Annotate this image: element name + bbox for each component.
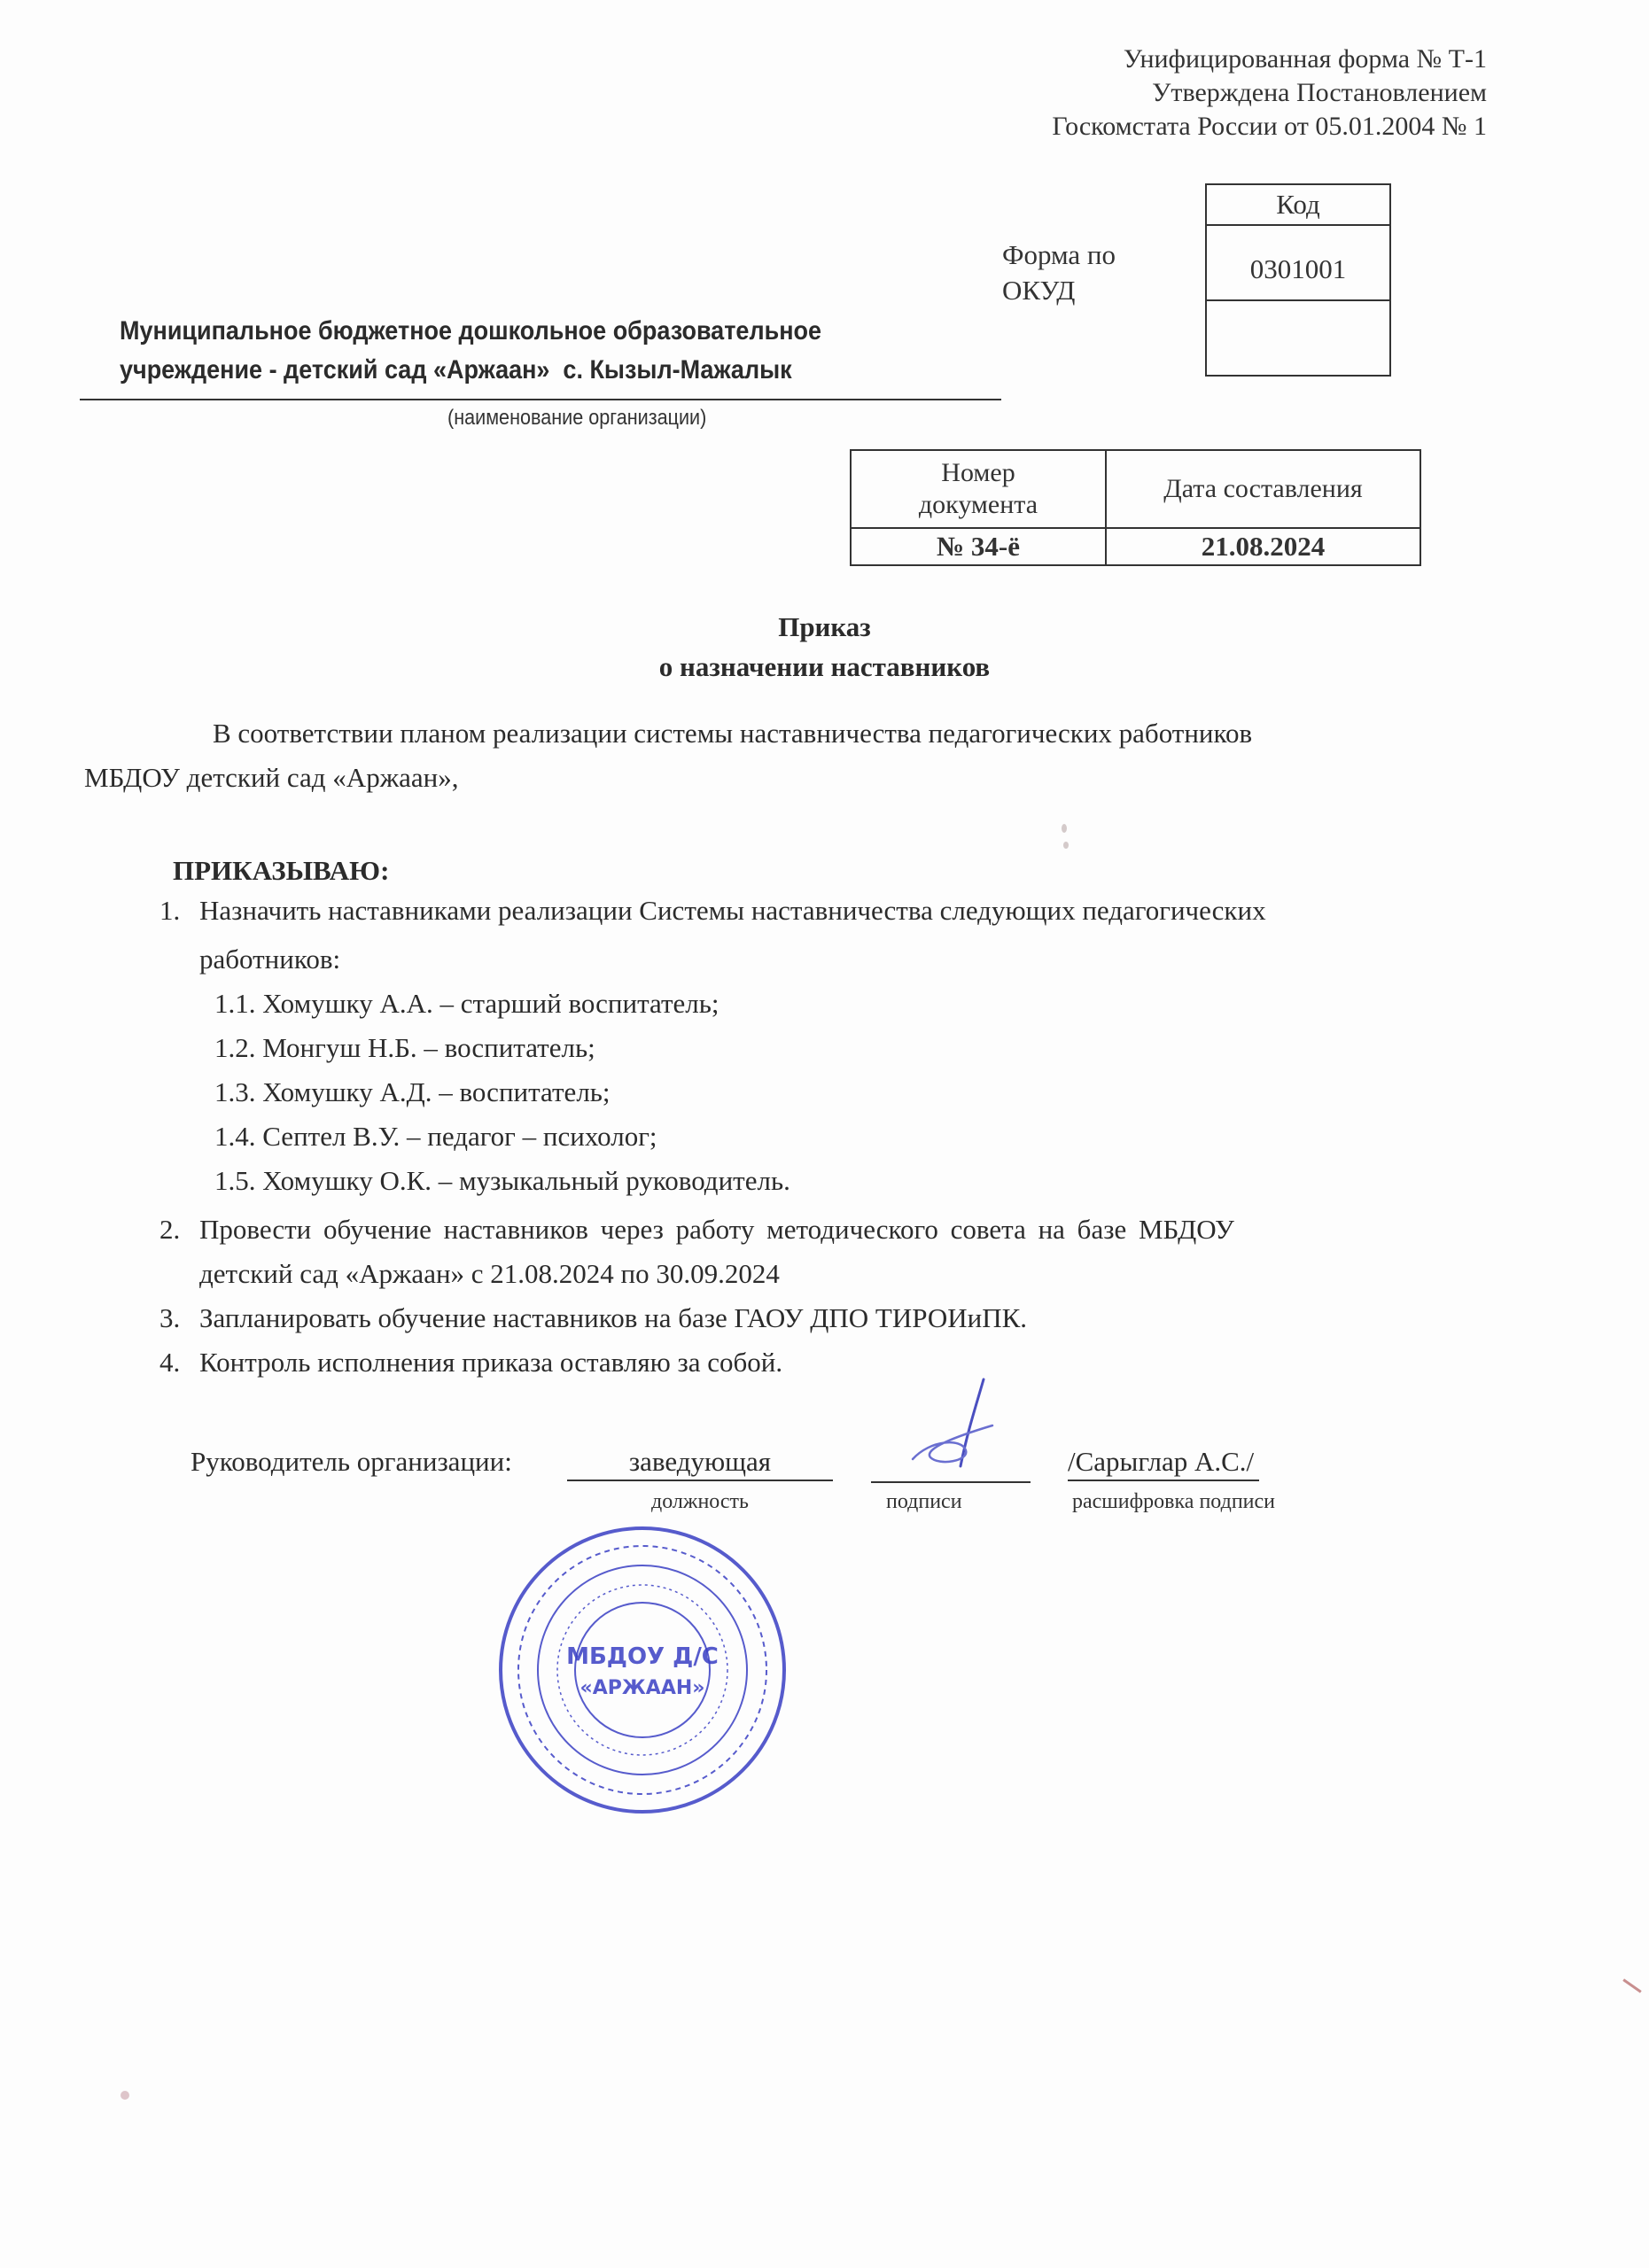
code-value: 0301001: [1207, 226, 1389, 301]
okud-label: [1002, 237, 1116, 308]
order-item-number: 3.: [159, 1302, 181, 1333]
doc-number-header-line1: Номер: [941, 458, 1015, 487]
stamp-rings: [501, 1528, 784, 1812]
subitem: 1.2. Монгуш Н.Б. – воспитатель;: [214, 1032, 595, 1063]
signature-name-caption: расшифровка подписи: [1072, 1490, 1276, 1513]
doc-number-header: [851, 450, 1106, 528]
order-item-text: Провести обучение наставников через работу методического совета на базе МБДОУ: [199, 1214, 1234, 1245]
order-item-text: Назначить наставниками реализации Системы наставничества следующих педагогических: [199, 895, 1266, 926]
order-heading: ПРИКАЗЫВАЮ:: [173, 855, 390, 886]
okud-label-line2: ОКУД: [1002, 275, 1076, 306]
organization-name: [120, 312, 917, 390]
okud-label-line1: Форма по: [1002, 239, 1116, 270]
order-item-text-cont: детский сад «Аржаан» с 21.08.2024 по 30.09.2024: [199, 1258, 780, 1289]
doc-table-header-row: [851, 450, 1420, 528]
scan-speck: [1062, 824, 1067, 833]
form-meta-line1: Унифицированная форма № Т-1: [1123, 44, 1487, 74]
form-meta-line2: Утверждена Постановлением: [1152, 78, 1487, 107]
organization-caption: (наименование организации): [447, 406, 707, 430]
subitem: 1.1. Хомушку А.А. – старший воспитатель;: [214, 988, 719, 1019]
scan-speck: [1063, 842, 1069, 849]
document-title: [0, 607, 1649, 687]
doc-date-header: Дата составления: [1106, 450, 1420, 528]
order-item-number: 4.: [159, 1347, 181, 1378]
scan-mark: [1622, 1978, 1641, 1992]
document-title-line2: о назначении наставников: [658, 651, 991, 682]
order-item-number: 2.: [159, 1214, 181, 1245]
doc-number-header-line2: документа: [918, 490, 1038, 519]
scan-speck: [121, 2091, 129, 2100]
form-meta: [1052, 43, 1487, 144]
document-title-line1: Приказ: [778, 611, 871, 642]
signature-name: /Сарыглар А.С./: [1068, 1444, 1259, 1481]
handwritten-signature: [877, 1378, 1037, 1475]
code-header: Код: [1207, 185, 1389, 226]
organization-name-line2: учреждение - детский сад «Аржаан» с. Кызыл-Мажалык: [120, 355, 792, 384]
order-item-text: Контроль исполнения приказа оставляю за собой.: [199, 1347, 783, 1378]
stamp-center-line1: МБДОУ Д/С: [566, 1643, 719, 1670]
order-item-text-cont: работников:: [199, 944, 341, 975]
stamp-seal: [496, 1524, 789, 1816]
preamble-text: В соответствии планом реализации системы наставничества педагогических работников: [213, 718, 1253, 749]
order-item-text: Запланировать обучение наставников на базе ГАОУ ДПО ТИРОИиПК.: [199, 1302, 1028, 1333]
okud-code-box: [1205, 183, 1391, 377]
signature-position-caption: должность: [651, 1490, 749, 1513]
signature-line: [871, 1481, 1031, 1483]
signature-label: Руководитель организации:: [191, 1446, 512, 1477]
signature-line-caption: подписи: [886, 1490, 962, 1513]
organization-underline: [80, 399, 1001, 400]
form-meta-line3: Госкомстата России от 05.01.2004 № 1: [1052, 112, 1487, 141]
signature-position: заведующая: [567, 1444, 833, 1481]
doc-date-value: 21.08.2024: [1106, 528, 1420, 565]
subitem: 1.3. Хомушку А.Д. – воспитатель;: [214, 1076, 611, 1107]
subitem: 1.5. Хомушку О.К. – музыкальный руководитель.: [214, 1165, 790, 1196]
doc-number-value: № 34-ё: [851, 528, 1106, 565]
preamble-line2: МБДОУ детский сад «Аржаан»,: [84, 762, 459, 793]
doc-table-value-row: [851, 528, 1420, 565]
code-empty-cell: [1207, 301, 1389, 375]
order-item-number: 1.: [159, 895, 181, 926]
organization-name-line1: Муниципальное бюджетное дошкольное образовательное: [120, 316, 822, 346]
subitem: 1.4. Септел В.У. – педагог – психолог;: [214, 1121, 657, 1152]
stamp-center-line2: «АРЖААН»: [579, 1677, 705, 1699]
document-number-table: [850, 449, 1421, 566]
